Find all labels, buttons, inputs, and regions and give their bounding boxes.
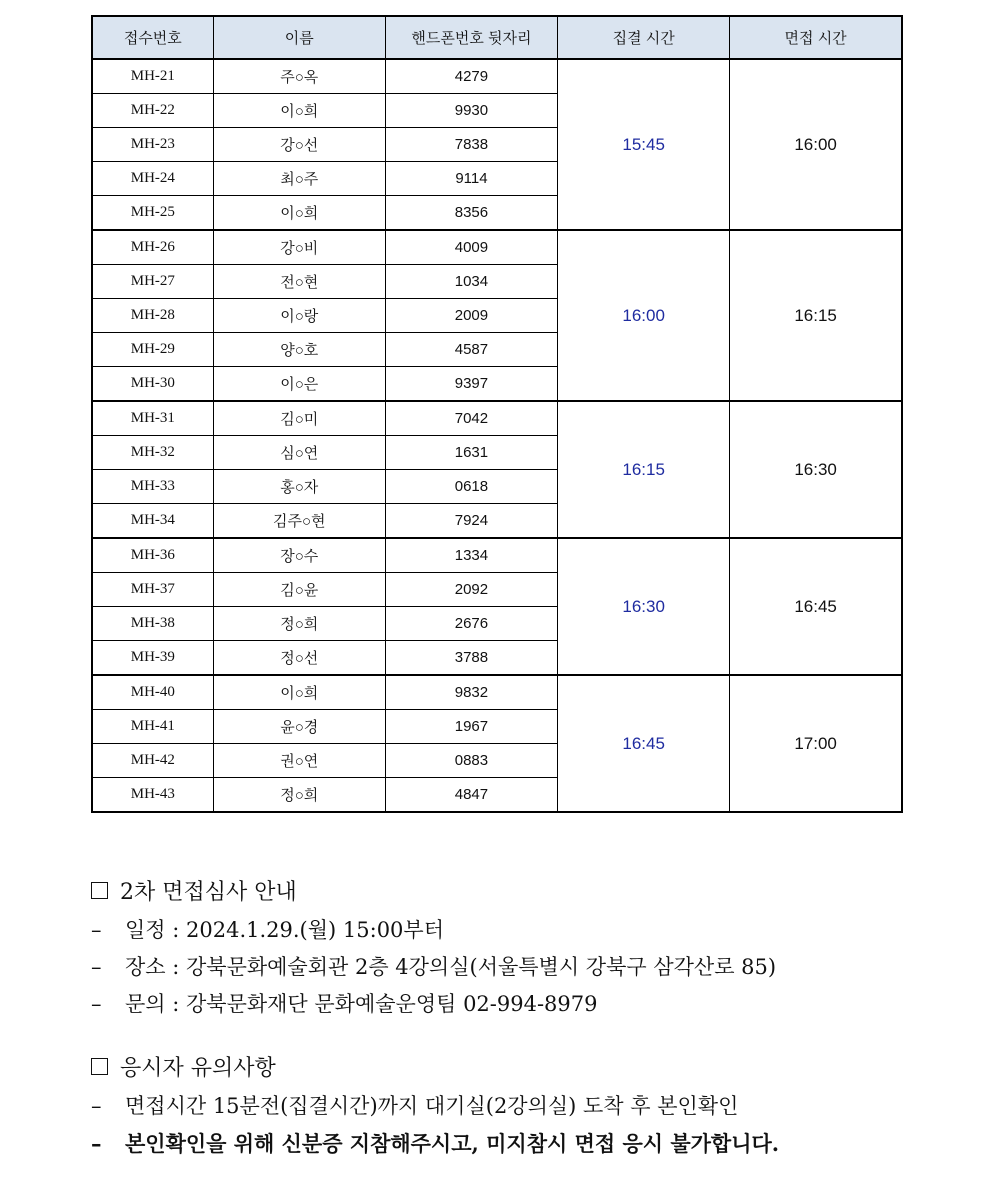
phone-last-digits-cell: 9397 xyxy=(385,367,557,402)
applicant-name-cell: 전○현 xyxy=(213,265,385,299)
applicant-name-cell: 강○비 xyxy=(213,230,385,265)
applicant-name-cell: 정○희 xyxy=(213,607,385,641)
applicant-name-cell: 윤○경 xyxy=(213,710,385,744)
caution-line-arrival: – 면접시간 15분전(집결시간)까지 대기실(2강의실) 도착 후 본인확인 xyxy=(91,1094,739,1118)
header-code: 접수번호 xyxy=(92,16,213,59)
applicant-name-cell: 권○연 xyxy=(213,744,385,778)
applicant-name-cell: 김주○현 xyxy=(213,504,385,539)
phone-last-digits-cell: 4279 xyxy=(385,59,557,94)
notice-line-schedule: – 일정 : 2024.1.29.(월) 15:00부터 xyxy=(91,918,444,942)
applicant-code-cell: MH-36 xyxy=(92,538,213,573)
notice-title: 2차 면접심사 안내 xyxy=(120,880,297,905)
phone-last-digits-cell: 2092 xyxy=(385,573,557,607)
applicant-code-cell: MH-30 xyxy=(92,367,213,402)
checkbox-square-icon xyxy=(91,1058,108,1075)
header-interview-time: 면접 시간 xyxy=(730,16,902,59)
applicant-code-cell: MH-34 xyxy=(92,504,213,539)
applicant-code-cell: MH-41 xyxy=(92,710,213,744)
phone-last-digits-cell: 3788 xyxy=(385,641,557,676)
phone-last-digits-cell: 7042 xyxy=(385,401,557,436)
phone-last-digits-cell: 0618 xyxy=(385,470,557,504)
interview-time-cell: 16:45 xyxy=(730,538,902,675)
table-row xyxy=(92,59,902,94)
applicant-name-cell: 김○윤 xyxy=(213,573,385,607)
gather-time-cell: 16:45 xyxy=(558,675,730,812)
applicant-code-cell: MH-24 xyxy=(92,162,213,196)
interview-schedule-table xyxy=(91,15,903,813)
phone-last-digits-cell: 7838 xyxy=(385,128,557,162)
phone-last-digits-cell: 9930 xyxy=(385,94,557,128)
notice-heading xyxy=(91,875,951,906)
phone-last-digits-cell: 9114 xyxy=(385,162,557,196)
phone-last-digits-cell: 4009 xyxy=(385,230,557,265)
applicant-name-cell: 이○랑 xyxy=(213,299,385,333)
applicant-code-cell: MH-38 xyxy=(92,607,213,641)
applicant-name-cell: 정○희 xyxy=(213,778,385,813)
applicant-code-cell: MH-39 xyxy=(92,641,213,676)
phone-last-digits-cell: 2676 xyxy=(385,607,557,641)
applicant-code-cell: MH-22 xyxy=(92,94,213,128)
phone-last-digits-cell: 1631 xyxy=(385,436,557,470)
header-phone: 핸드폰번호 뒷자리 xyxy=(385,16,557,59)
applicant-name-cell: 김○미 xyxy=(213,401,385,436)
applicant-name-cell: 장○수 xyxy=(213,538,385,573)
applicant-code-cell: MH-27 xyxy=(92,265,213,299)
applicant-name-cell: 주○옥 xyxy=(213,59,385,94)
applicant-code-cell: MH-37 xyxy=(92,573,213,607)
notes-section xyxy=(91,875,951,1162)
applicant-name-cell: 홍○자 xyxy=(213,470,385,504)
applicant-code-cell: MH-29 xyxy=(92,333,213,367)
applicant-name-cell: 최○주 xyxy=(213,162,385,196)
applicant-name-cell: 이○희 xyxy=(213,196,385,231)
gather-time-cell: 16:30 xyxy=(558,538,730,675)
table-row xyxy=(92,675,902,710)
notice-line-location: – 장소 : 강북문화예술회관 2층 4강의실(서울특별시 강북구 삼각산로 85) xyxy=(91,955,777,979)
phone-last-digits-cell: 4587 xyxy=(385,333,557,367)
applicant-name-cell: 강○선 xyxy=(213,128,385,162)
caution-title: 응시자 유의사항 xyxy=(120,1056,276,1081)
applicant-code-cell: MH-23 xyxy=(92,128,213,162)
applicant-code-cell: MH-43 xyxy=(92,778,213,813)
phone-last-digits-cell: 7924 xyxy=(385,504,557,539)
applicant-code-cell: MH-26 xyxy=(92,230,213,265)
phone-last-digits-cell: 0883 xyxy=(385,744,557,778)
phone-last-digits-cell: 1034 xyxy=(385,265,557,299)
phone-last-digits-cell: 1334 xyxy=(385,538,557,573)
table-header-row xyxy=(92,16,902,59)
checkbox-square-icon xyxy=(91,882,108,899)
table-row xyxy=(92,230,902,265)
gather-time-cell: 15:45 xyxy=(558,59,730,230)
table-body xyxy=(92,59,902,812)
applicant-code-cell: MH-31 xyxy=(92,401,213,436)
applicant-name-cell: 이○희 xyxy=(213,94,385,128)
phone-last-digits-cell: 8356 xyxy=(385,196,557,231)
applicant-code-cell: MH-32 xyxy=(92,436,213,470)
applicant-name-cell: 이○은 xyxy=(213,367,385,402)
gather-time-cell: 16:00 xyxy=(558,230,730,401)
phone-last-digits-cell: 2009 xyxy=(385,299,557,333)
applicant-code-cell: MH-42 xyxy=(92,744,213,778)
phone-last-digits-cell: 4847 xyxy=(385,778,557,813)
applicant-code-cell: MH-21 xyxy=(92,59,213,94)
interview-time-cell: 16:15 xyxy=(730,230,902,401)
applicant-code-cell: MH-33 xyxy=(92,470,213,504)
applicant-code-cell: MH-28 xyxy=(92,299,213,333)
interview-time-cell: 17:00 xyxy=(730,675,902,812)
applicant-name-cell: 양○호 xyxy=(213,333,385,367)
applicant-name-cell: 정○선 xyxy=(213,641,385,676)
interview-time-cell: 16:30 xyxy=(730,401,902,538)
table-row xyxy=(92,401,902,436)
notice-line-contact: – 문의 : 강북문화재단 문화예술운영팀 02-994-8979 xyxy=(91,992,598,1016)
gather-time-cell: 16:15 xyxy=(558,401,730,538)
applicant-name-cell: 심○연 xyxy=(213,436,385,470)
applicant-name-cell: 이○희 xyxy=(213,675,385,710)
header-name: 이름 xyxy=(213,16,385,59)
caution-heading xyxy=(91,1051,951,1082)
table-row xyxy=(92,538,902,573)
interview-time-cell: 16:00 xyxy=(730,59,902,230)
phone-last-digits-cell: 9832 xyxy=(385,675,557,710)
phone-last-digits-cell: 1967 xyxy=(385,710,557,744)
caution-line-id: – 본인확인을 위해 신분증 지참해주시고, 미지참시 면접 응시 불가합니다. xyxy=(91,1131,780,1156)
applicant-code-cell: MH-40 xyxy=(92,675,213,710)
header-gather-time: 집결 시간 xyxy=(558,16,730,59)
applicant-code-cell: MH-25 xyxy=(92,196,213,231)
